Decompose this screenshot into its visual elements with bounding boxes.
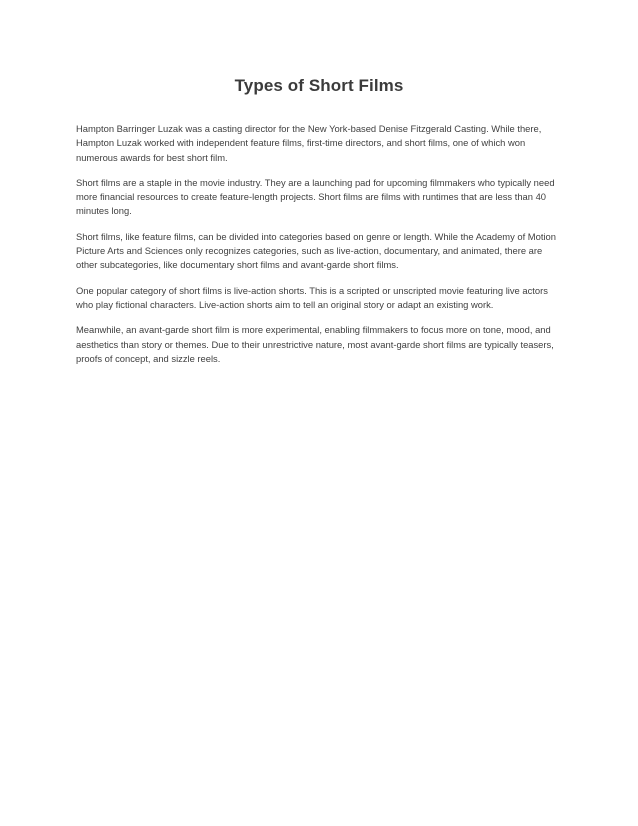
paragraph-2: Short films are a staple in the movie industry. They are a launching pad for upcoming filmmakers who typically need more financial resources to create feature-length projects. Short films are films with runtimes that are less than 40 minutes long. — [76, 176, 555, 217]
paragraph-5: Meanwhile, an avant-garde short film is more experimental, enabling filmmakers to focus more on tone, mood, and aesthetics than story or themes. Due to their unrestrictive nature, most avant-garde short films are typically teasers, proofs of concept, and sizzle reels. — [76, 324, 554, 364]
document-body — [76, 122, 566, 377]
paragraph-3: Short films, like feature films, can be divided into categories based on genre or length. While the Academy of Motion Picture Arts and Sciences only recognizes categories, such as live-action, documentary, and animated, there are other subcategories, like documentary short films and avant-garde short films. — [76, 230, 556, 271]
paragraph-4: One popular category of short films is live-action shorts. This is a scripted or unscripted movie featuring live actors who play fictional characters. Live-action shorts aim to tell an original story or adapt an existing work. — [76, 284, 548, 310]
document-title: Types of Short Films — [234, 76, 404, 95]
paragraph-1: Hampton Barringer Luzak was a casting director for the New York-based Denise Fitzgerald Casting. While there, Hampton Luzak worked with independent feature films, first-time directors, and short films, one of which won numerous awards for best short film. — [76, 123, 542, 163]
